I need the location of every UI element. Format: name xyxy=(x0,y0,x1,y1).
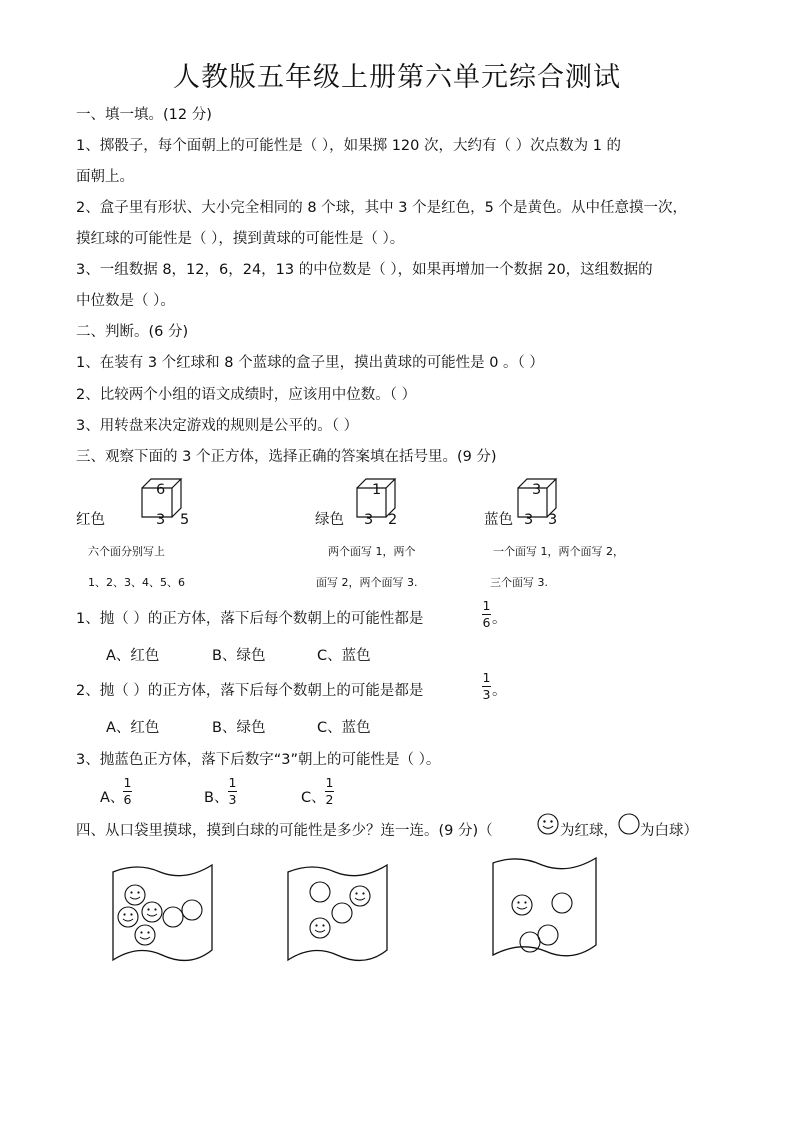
legend-white-text: 为白球） xyxy=(640,823,698,839)
s3-q3-option-a-label: A、 xyxy=(100,790,125,806)
cube-blue-side: 3 xyxy=(548,512,558,528)
bag-3 xyxy=(490,855,600,963)
fraction-denominator: 3 xyxy=(228,792,237,807)
cube-blue-front: 3 xyxy=(524,512,534,528)
fraction-denominator: 6 xyxy=(123,792,132,807)
s3-q2-fraction xyxy=(482,671,491,702)
s3-q3-option-c-label: C、 xyxy=(301,790,326,806)
s3-q1-fraction xyxy=(482,599,491,630)
s3-q1-text: 1、抛（ ）的正方体，落下后每个数朝上的可能性都是 xyxy=(76,611,424,627)
fraction-denominator: 2 xyxy=(325,792,334,807)
section1-heading: 一、填一填。(12 分) xyxy=(76,107,212,123)
cube-green-side: 2 xyxy=(388,512,398,528)
cube-red-label: 红色 xyxy=(76,512,105,528)
fraction-numerator: 1 xyxy=(482,670,491,685)
s1-q3-line2: 中位数是（ ）。 xyxy=(76,293,175,309)
cube-green-label: 绿色 xyxy=(315,512,344,528)
cube-red-top: 6 xyxy=(156,482,166,498)
s1-q1-line1: 1、掷骰子，每个面朝上的可能性是（ ），如果掷 120 次，大约有（ ）次点数为 1 的 xyxy=(76,138,622,154)
s3-q3-text: 3、抛蓝色正方体，落下后数字“3”朝上的可能性是（ ）。 xyxy=(76,752,441,768)
section4-heading: 四、从口袋里摸球，摸到白球的可能性是多少？连一连。(9 分)（ xyxy=(76,823,493,839)
plain-ball-icon xyxy=(618,813,640,835)
fraction-numerator: 1 xyxy=(123,775,132,790)
s1-q3-line1: 3、一组数据 8，12，6，24，13 的中位数是（ ），如果再增加一个数据 20，这组数据的 xyxy=(76,262,653,278)
bag-1 xyxy=(110,860,216,966)
s1-q2-line1: 2、盒子里有形状、大小完全相同的 8 个球，其中 3 个是红色，5 个是黄色。从中任意摸一次， xyxy=(76,200,687,216)
fraction-denominator: 6 xyxy=(482,615,491,630)
s3-q3-option-b-label: B、 xyxy=(204,790,229,806)
cube-red-side: 5 xyxy=(180,512,190,528)
smiley-ball-icon xyxy=(537,813,559,835)
cube-green-note2: 面写 2，两个面写 3. xyxy=(316,576,418,589)
s3-q3-option-a-fraction xyxy=(123,776,132,807)
fraction-numerator: 1 xyxy=(482,598,491,613)
cube-red-note1: 六个面分别写上 xyxy=(88,545,165,558)
s3-q2-option-c: C、蓝色 xyxy=(317,720,371,736)
s3-q3-option-c-fraction xyxy=(325,776,334,807)
cube-blue-note1: 一个面写 1，两个面写 2， xyxy=(493,545,624,558)
s3-q3-option-b-fraction xyxy=(228,776,237,807)
section3-heading: 三、观察下面的 3 个正方体，选择正确的答案填在括号里。(9 分) xyxy=(76,449,497,465)
s2-q3: 3、用转盘来决定游戏的规则是公平的。（ ） xyxy=(76,418,359,434)
s3-q2-text: 2、抛（ ）的正方体，落下后每个数朝上的可能是都是 xyxy=(76,683,424,699)
section2-heading: 二、判断。(6 分) xyxy=(76,324,189,340)
cube-green-front: 3 xyxy=(364,512,374,528)
s2-q1: 1、在装有 3 个红球和 8 个蓝球的盒子里，摸出黄球的可能性是 0 。（ ） xyxy=(76,355,544,371)
cube-green-note1: 两个面写 1，两个 xyxy=(328,545,416,558)
legend-red-text: 为红球， xyxy=(560,823,618,839)
page-title: 人教版五年级上册第六单元综合测试 xyxy=(173,62,621,93)
cube-blue-note2: 三个面写 3. xyxy=(490,576,548,589)
s1-q1-line2: 面朝上。 xyxy=(76,169,134,185)
fraction-denominator: 3 xyxy=(482,687,491,702)
bag-2 xyxy=(285,860,391,966)
s3-q2-option-b: B、绿色 xyxy=(212,720,266,736)
cube-green-top: 1 xyxy=(372,482,382,498)
s3-q1-option-c: C、蓝色 xyxy=(317,648,371,664)
s2-q2: 2、比较两个小组的语文成绩时，应该用中位数。（ ） xyxy=(76,387,417,403)
s3-q1-option-a: A、红色 xyxy=(106,648,160,664)
fraction-numerator: 1 xyxy=(325,775,334,790)
cube-blue-label: 蓝色 xyxy=(484,512,513,528)
s3-q1-option-b: B、绿色 xyxy=(212,648,266,664)
fraction-numerator: 1 xyxy=(228,775,237,790)
cube-red-front: 3 xyxy=(156,512,166,528)
cube-red-note2: 1、2、3、4、5、6 xyxy=(88,576,185,589)
s3-q2-end: 。 xyxy=(492,683,507,699)
s1-q2-line2: 摸红球的可能性是（ ），摸到黄球的可能性是（ ）。 xyxy=(76,231,405,247)
cube-blue-top: 3 xyxy=(532,482,542,498)
s3-q1-end: 。 xyxy=(492,611,507,627)
s3-q2-option-a: A、红色 xyxy=(106,720,160,736)
